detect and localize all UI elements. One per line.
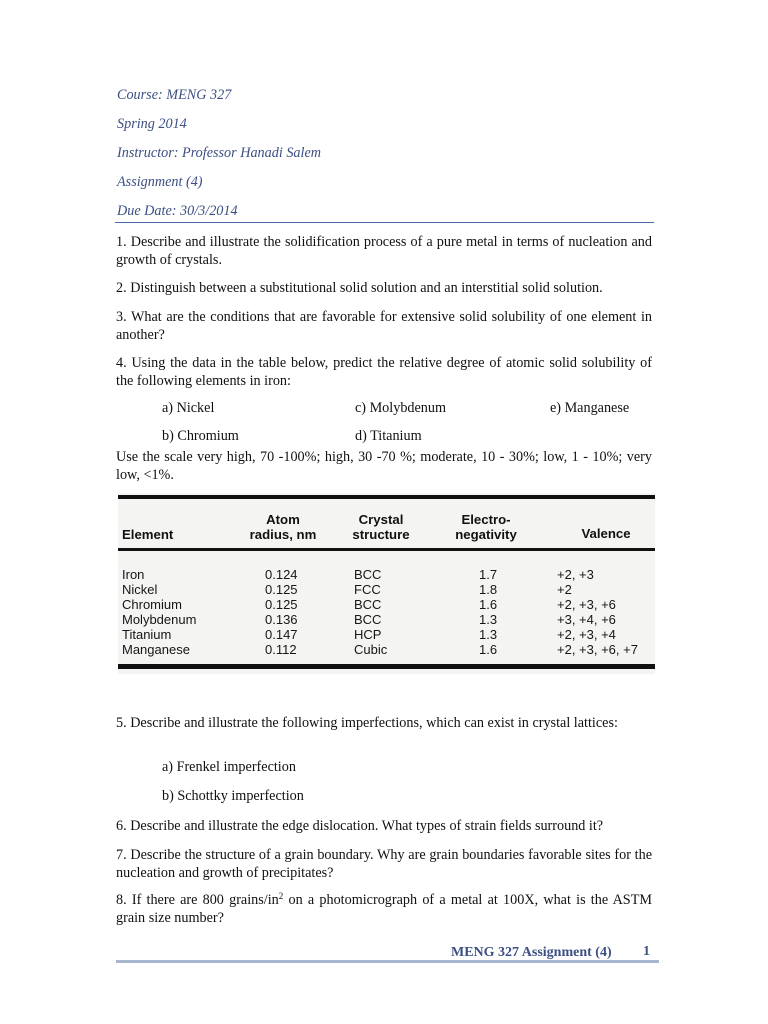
cell-radius: 0.125 xyxy=(265,582,298,597)
cell-radius: 0.125 xyxy=(265,597,298,612)
due-date-line: Due Date: 30/3/2014 xyxy=(117,203,238,219)
cell-radius: 0.136 xyxy=(265,612,298,627)
header-element: Element xyxy=(122,527,174,542)
question-3: 3. What are the conditions that are favorable for extensive solid solubility of one element in another? xyxy=(116,309,652,343)
header-crystal-1: Crystal xyxy=(358,512,404,527)
question-8-text-a: 8. If there are 800 grains/in xyxy=(116,892,279,908)
header-radius-2: radius, nm xyxy=(249,527,317,542)
question-8-superscript: 2 xyxy=(278,891,284,901)
cell-structure: FCC xyxy=(354,582,381,597)
cell-element: Iron xyxy=(122,567,145,582)
option-e-manganese: e) Manganese xyxy=(550,400,630,416)
cell-valence: +2 xyxy=(557,582,572,597)
cell-radius: 0.124 xyxy=(265,567,298,582)
cell-valence: +2, +3, +6, +7 xyxy=(557,642,638,657)
table-bottom-rule xyxy=(118,664,655,669)
cell-electronegativity: 1.6 xyxy=(479,597,498,612)
assignment-line: Assignment (4) xyxy=(117,174,203,190)
header-radius-1: Atom xyxy=(266,512,300,527)
question-2: 2. Distinguish between a substitutional solid solution and an interstitial solid solution. xyxy=(116,280,603,296)
cell-valence: +2, +3, +6 xyxy=(557,597,616,612)
option-c-molybdenum: c) Molybdenum xyxy=(355,400,447,416)
question-5: 5. Describe and illustrate the following imperfections, which can exist in crystal lattices: xyxy=(116,715,618,731)
scale-note: Use the scale very high, 70 -100%; high, 30 -70 %; moderate, 10 - 30%; low, 1 - 10%; very low, <1%. xyxy=(116,449,652,483)
cell-electronegativity: 1.3 xyxy=(479,627,498,642)
option-a-nickel: a) Nickel xyxy=(162,400,215,416)
cell-structure: HCP xyxy=(354,627,382,642)
cell-element: Nickel xyxy=(122,582,158,597)
page-number: 1 xyxy=(643,944,650,959)
footer-title: MENG 327 Assignment (4) xyxy=(451,945,612,960)
instructor-line: Instructor: Professor Hanadi Salem xyxy=(117,145,322,161)
course-line: Course: MENG 327 xyxy=(117,87,232,103)
cell-structure: BCC xyxy=(354,567,382,582)
header-valence: Valence xyxy=(581,526,631,541)
header-crystal-2: structure xyxy=(352,527,410,542)
question-7: 7. Describe the structure of a grain boundary. Why are grain boundaries favorable sites for the nucleation and growth of precipitates? xyxy=(116,847,652,881)
cell-valence: +2, +3, +4 xyxy=(557,627,616,642)
cell-element: Chromium xyxy=(122,597,182,612)
table-top-rule xyxy=(118,495,655,499)
cell-electronegativity: 1.7 xyxy=(479,567,498,582)
cell-electronegativity: 1.6 xyxy=(479,642,498,657)
footer-rule xyxy=(116,960,659,963)
header-divider xyxy=(115,222,654,223)
question-6: 6. Describe and illustrate the edge dislocation. What types of strain fields surround it? xyxy=(116,818,604,834)
option-a-frenkel: a) Frenkel imperfection xyxy=(162,759,296,775)
cell-valence: +2, +3 xyxy=(557,567,594,582)
header-electro-1: Electro- xyxy=(461,512,511,527)
cell-element: Titanium xyxy=(122,627,172,642)
header-electro-2: negativity xyxy=(455,527,517,542)
question-4: 4. Using the data in the table below, predict the relative degree of atomic solid solubility of the following elements in iron: xyxy=(116,355,652,389)
element-data-table xyxy=(118,493,655,674)
term-line: Spring 2014 xyxy=(117,116,187,132)
cell-element: Molybdenum xyxy=(122,612,197,627)
question-8 xyxy=(116,891,652,927)
question-8-text-b: on a photomicrograph of a metal at 100X, what is the ASTM grain size number? xyxy=(116,892,652,926)
question-1: 1. Describe and illustrate the solidification process of a pure metal in terms of nucleation and growth of crystals. xyxy=(116,234,652,268)
option-b-schottky: b) Schottky imperfection xyxy=(162,788,304,804)
cell-structure: BCC xyxy=(354,597,382,612)
cell-structure: Cubic xyxy=(354,642,388,657)
option-d-titanium: d) Titanium xyxy=(355,428,422,444)
cell-radius: 0.147 xyxy=(265,627,298,642)
cell-electronegativity: 1.8 xyxy=(479,582,498,597)
cell-element: Manganese xyxy=(122,642,190,657)
option-b-chromium: b) Chromium xyxy=(162,428,239,444)
table-header-rule xyxy=(118,548,655,551)
cell-electronegativity: 1.3 xyxy=(479,612,498,627)
cell-valence: +3, +4, +6 xyxy=(557,612,616,627)
cell-radius: 0.112 xyxy=(265,642,297,657)
cell-structure: BCC xyxy=(354,612,382,627)
